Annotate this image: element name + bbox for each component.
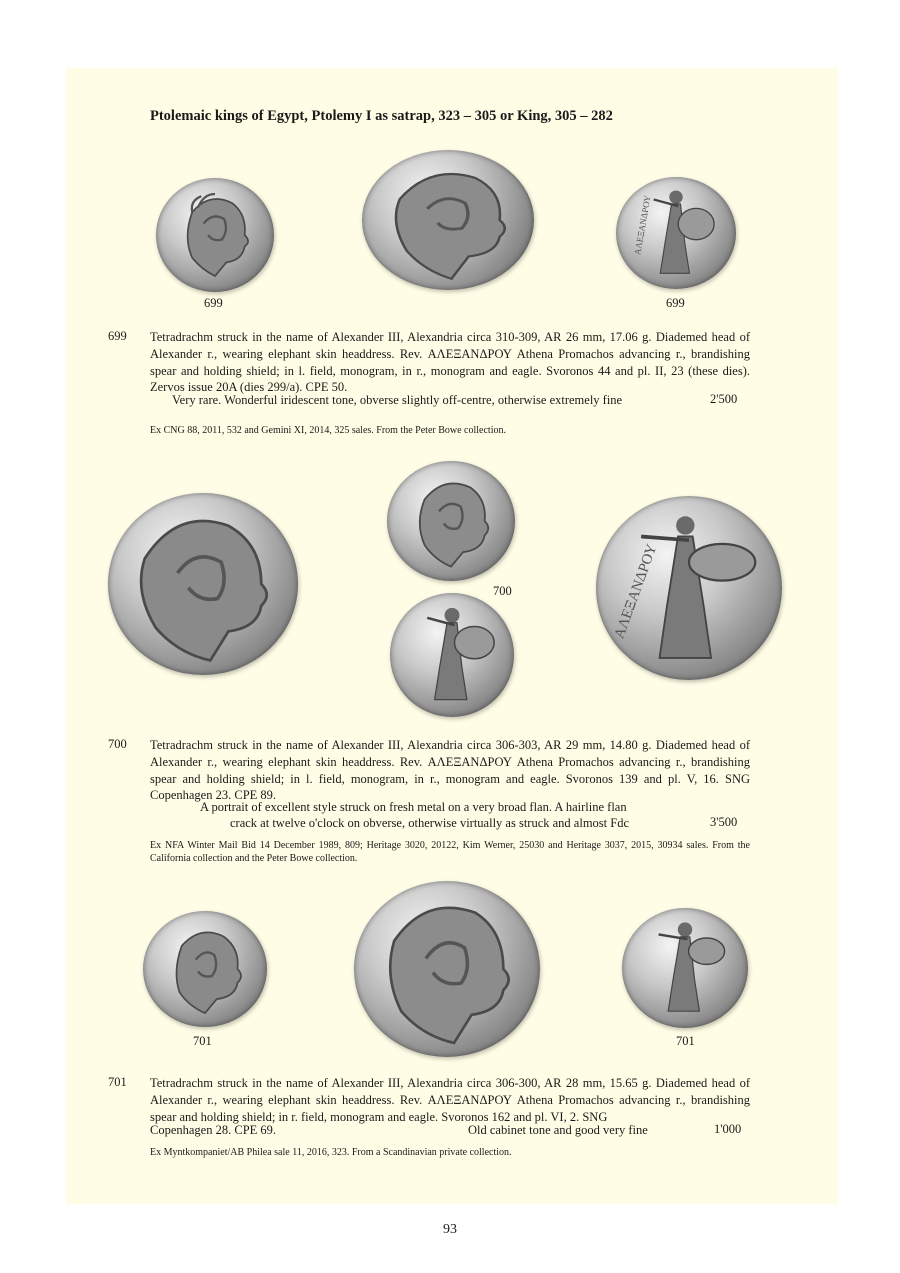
lot-grade-701: Old cabinet tone and good very fine bbox=[468, 1123, 648, 1137]
lot-description-701: Tetradrachm struck in the name of Alexander III, Alexandria circa 306-300, AR 28 mm, 15.65 g. Diademed head of Alexander r., wearing elephant skin headdress. Rev. ΑΛΕΞΑΝΔΡΟΥ Athena Promachos advancing r., brandishing spear and holding shield; in r. field, monogram and eagle. Svoronos 162 and pl. VI, 2. SNG bbox=[150, 1076, 750, 1124]
athena-promachos-icon bbox=[616, 177, 736, 289]
coin-701-obverse-small bbox=[143, 911, 267, 1027]
photo-label-699-right: 699 bbox=[666, 296, 685, 310]
alexander-head-icon bbox=[354, 881, 540, 1057]
photo-label-699-left: 699 bbox=[204, 296, 223, 310]
coin-700-reverse-small bbox=[390, 593, 514, 717]
lot-description-700: Tetradrachm struck in the name of Alexander III, Alexandria circa 306-303, AR 29 mm, 14.80 g. Diademed head of Alexander r., wearing elephant skin headdress. Rev. ΑΛΕΞΑΝΔΡΟΥ Athena Promachos advancing r., brandishing spear and holding shield; in l. field, monogram, in r., monogram and eagle. Svoronos 139 and pl. V, 16. SNG Copenhagen 23. CPE 89. bbox=[150, 738, 750, 803]
alexander-head-icon bbox=[143, 911, 267, 1027]
lot-description-699: Tetradrachm struck in the name of Alexander III, Alexandria circa 310-309, AR 26 mm, 17.06 g. Diademed head of Alexander r., wearing elephant skin headdress. Rev. ΑΛΕΞΑΝΔΡΟΥ Athena Promachos advancing r., brandishing spear and holding shield; in l. field, monogram, in r., monogram and eagle. Svoronos 44 and pl. II, 23 (these dies). Zervos issue 20A (dies 299/a). CPE 50. bbox=[150, 330, 750, 395]
lot-number-699: 699 bbox=[108, 329, 127, 343]
lot-grade-700-line1: A portrait of excellent style struck on fresh metal on a very broad flan. A hairline flan bbox=[200, 800, 627, 814]
coin-700-reverse-large bbox=[596, 496, 782, 680]
coin-699-reverse bbox=[616, 177, 736, 289]
page-number: 93 bbox=[443, 1222, 457, 1237]
lot-grade-700-line2: crack at twelve o'clock on obverse, otherwise virtually as struck and almost Fdc bbox=[230, 816, 630, 830]
alexander-head-icon bbox=[362, 150, 534, 290]
lot-number-700: 700 bbox=[108, 737, 127, 751]
lot-estimate-700: 3'500 bbox=[710, 815, 738, 829]
alexander-head-icon bbox=[387, 461, 515, 581]
lot-number-701: 701 bbox=[108, 1075, 127, 1089]
lot-estimate-699: 2'500 bbox=[710, 392, 738, 406]
coin-700-obverse-small bbox=[387, 461, 515, 581]
lot-reference-701-last: Copenhagen 28. CPE 69. bbox=[150, 1123, 277, 1137]
alexander-head-icon bbox=[108, 493, 298, 675]
lot-provenance-699: Ex CNG 88, 2011, 532 and Gemini XI, 2014, 325 sales. From the Peter Bowe collection. bbox=[150, 425, 506, 436]
photo-label-701-right: 701 bbox=[676, 1034, 695, 1048]
athena-promachos-icon bbox=[390, 593, 514, 717]
alexander-head-icon bbox=[156, 178, 274, 292]
athena-promachos-icon bbox=[596, 496, 782, 680]
lot-provenance-700: Ex NFA Winter Mail Bid 14 December 1989, 809; Heritage 3020, 20122, Kim Werner, 25030 and Heritage 3037, 2015, 30934 sales. From the California collection and the Peter Bowe collection. bbox=[150, 840, 750, 864]
section-heading: Ptolemaic kings of Egypt, Ptolemy I as satrap, 323 – 305 or King, 305 – 282 bbox=[150, 108, 613, 124]
svg-text:ΑΛΕΞΑΝΔΡΟΥ: ΑΛΕΞΑΝΔΡΟΥ bbox=[611, 542, 661, 641]
lot-estimate-701: 1'000 bbox=[714, 1122, 742, 1136]
athena-promachos-icon bbox=[622, 908, 748, 1028]
coin-701-reverse bbox=[622, 908, 748, 1028]
coin-699-obverse-large bbox=[362, 150, 534, 290]
lot-grade-699: Very rare. Wonderful iridescent tone, obverse slightly off-centre, otherwise extremely fine bbox=[172, 393, 623, 407]
coin-699-obverse-small bbox=[156, 178, 274, 292]
coin-700-obverse-large bbox=[108, 493, 298, 675]
photo-label-700: 700 bbox=[493, 584, 512, 598]
coin-701-obverse-large bbox=[354, 881, 540, 1057]
lot-provenance-701: Ex Myntkompaniet/AB Philea sale 11, 2016, 323. From a Scandinavian private collection. bbox=[150, 1147, 512, 1158]
svg-text:ΑΛΕΞΑΝΔΡΟΥ: ΑΛΕΞΑΝΔΡΟΥ bbox=[632, 194, 653, 256]
photo-label-701-left: 701 bbox=[193, 1034, 212, 1048]
